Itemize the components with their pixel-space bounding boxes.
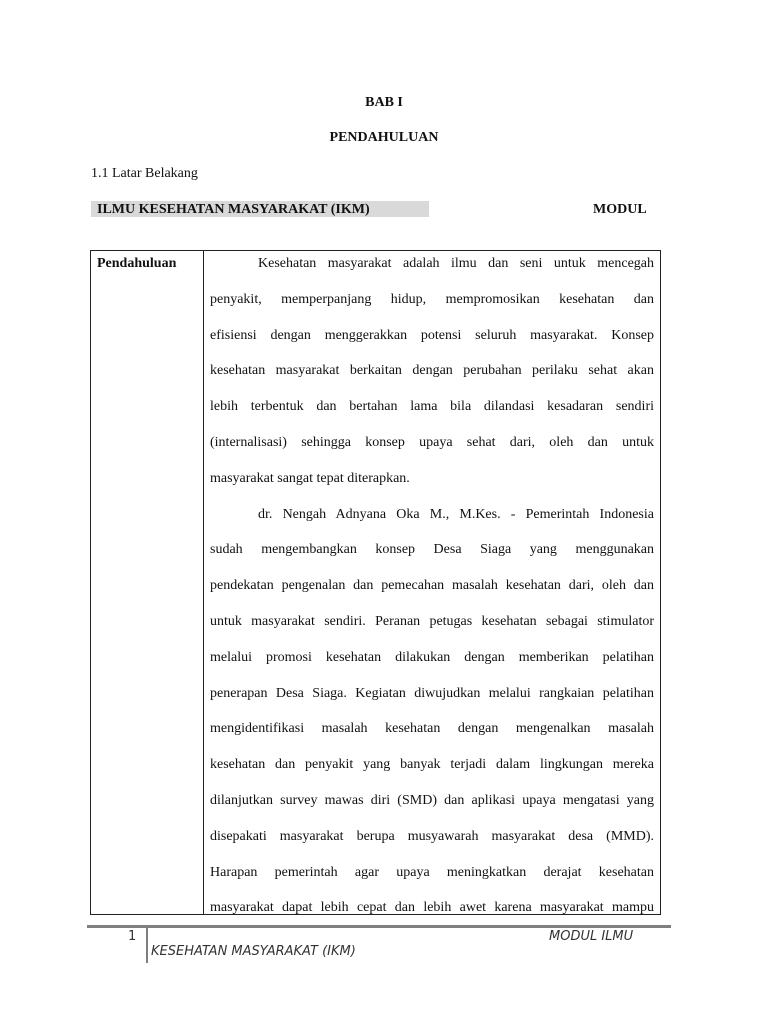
chapter-title: PENDAHULUAN (329, 130, 439, 145)
table-right-column (204, 251, 660, 914)
footer-module-text: MODUL ILMU (549, 929, 634, 944)
table-left-column (91, 251, 204, 914)
module-title-bar: ILMU KESEHATAN MASYARAKAT (IKM) (91, 201, 429, 217)
text-line: mengidentifikasi masalah kesehatan dengan mengenalkan masalah (210, 721, 654, 737)
text-line: masyarakat sangat tepat diterapkan. (210, 470, 410, 486)
text-line: penerapan Desa Siaga. Kegiatan diwujudkan melalui rangkaian pelatihan (210, 685, 654, 701)
text-line: Kesehatan masyarakat adalah ilmu dan seni untuk mencegah (258, 256, 654, 271)
text-line: untuk masyarakat sendiri. Peranan petugas kesehatan sebagai stimulator (210, 613, 654, 629)
text-line: (internalisasi) sehingga konsep upaya sehat dari, oleh dan untuk (210, 434, 654, 450)
text-line: dilanjutkan survey mawas diri (SMD) dan aplikasi upaya mengatasi yang (210, 792, 654, 808)
text-line: lebih terbentuk dan bertahan lama bila dilandasi kesadaran sendiri (210, 399, 654, 415)
page-number: 1 (128, 929, 137, 944)
module-label: MODUL (593, 202, 647, 217)
subsection-heading: 1.1 Latar Belakang (91, 166, 198, 181)
text-line: melalui promosi kesehatan dilakukan dengan memberikan pelatihan (210, 649, 654, 665)
table-row-header: Pendahuluan (97, 256, 177, 271)
chapter-number: BAB I (365, 95, 403, 110)
text-line: dr. Nengah Adnyana Oka M., M.Kes. - Pemerintah Indonesia (258, 506, 654, 522)
footer-divider (87, 925, 671, 928)
content-table (90, 250, 661, 915)
text-line: Harapan pemerintah agar upaya meningkatkan derajat kesehatan (210, 864, 654, 880)
footer-vertical-divider (146, 927, 148, 963)
text-line: efisiensi dengan menggerakkan potensi seluruh masyarakat. Konsep (210, 327, 654, 343)
text-line: sudah mengembangkan konsep Desa Siaga yang menggunakan (210, 542, 654, 558)
text-line: masyarakat dapat lebih cepat dan lebih awet karena masyarakat mampu (210, 900, 654, 914)
text-line: pendekatan pengenalan dan pemecahan masalah kesehatan dari, oleh dan (210, 578, 654, 594)
text-line: disepakati masyarakat berupa musyawarah masyarakat desa (MMD). (210, 828, 654, 844)
footer-title-text: KESEHATAN MASYARAKAT (IKM) (151, 944, 356, 959)
text-line: kesehatan dan penyakit yang banyak terjadi dalam lingkungan mereka (210, 757, 654, 773)
text-line: penyakit, memperpanjang hidup, mempromosikan kesehatan dan (210, 291, 654, 307)
text-line: kesehatan masyarakat berkaitan dengan perubahan perilaku sehat akan (210, 363, 654, 379)
